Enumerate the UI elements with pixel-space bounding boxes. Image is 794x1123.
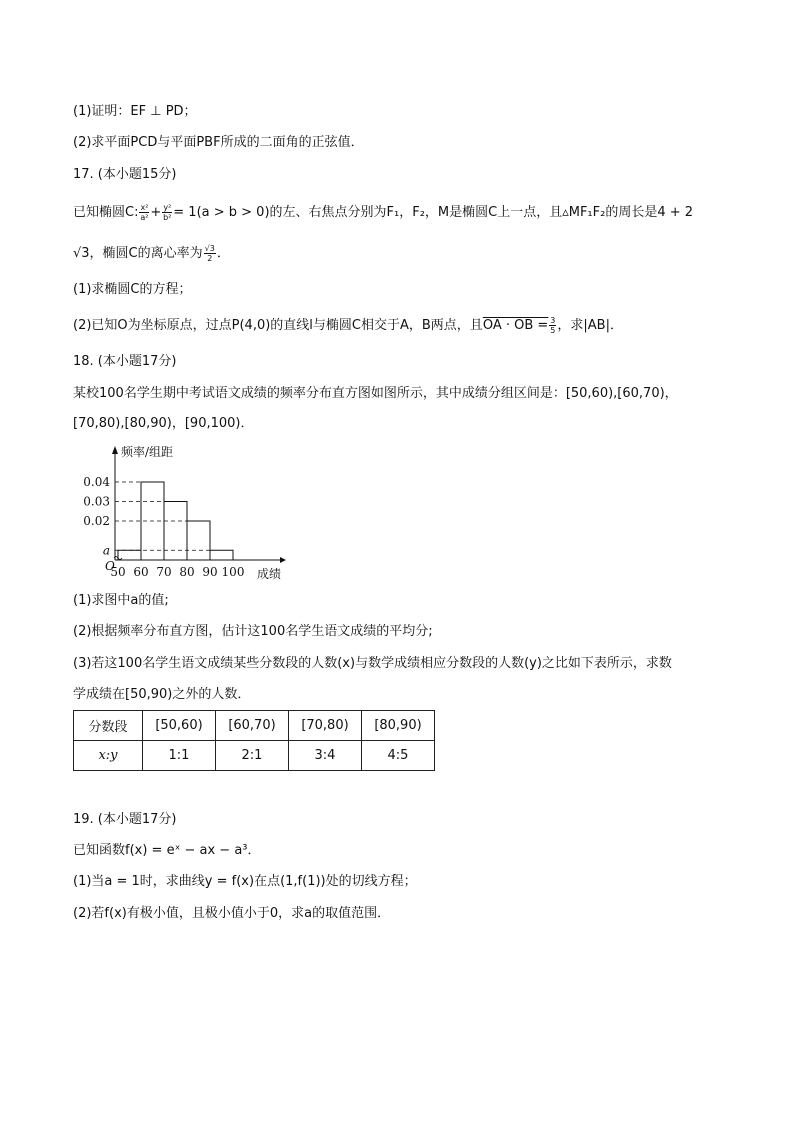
q19-part2: (2)若f(x)有极小值，且极小值小于0，求a的取值范围． <box>73 906 391 921</box>
x-axis-label: 成绩 <box>257 567 282 581</box>
table-header-cell: [80,90) <box>362 711 435 741</box>
q18-part2: (2)根据频率分布直方图，估计这100名学生语文成绩的平均分; <box>73 624 433 639</box>
table-header-cell: [70,80) <box>289 711 362 741</box>
q18-stem-line2: [70,80),[80,90)，[90,100)． <box>73 416 254 431</box>
q19-stem: 已知函数f(x) = eˣ − ax − a³． <box>73 843 261 858</box>
ratio-table-header-row <box>74 711 435 741</box>
table-header-cell: 分数段 <box>74 711 143 741</box>
q18-part3-line2: 学成绩在[50,90)之外的人数． <box>73 687 251 702</box>
table-cell: 4:5 <box>362 741 435 771</box>
y-tick-label: 0.04 <box>83 475 110 489</box>
q18-part1: (1)求图中a的值; <box>73 593 169 608</box>
q17-header: 17. (本小题15分) <box>73 167 177 182</box>
q16-part1: (1)证明：EF ⊥ PD； <box>73 104 197 119</box>
ratio-table-row <box>74 741 435 771</box>
histogram-bar <box>210 550 233 560</box>
x-tick-label: 70 <box>156 565 172 579</box>
ratio-table <box>73 710 435 771</box>
x-tick-label: 100 <box>221 565 245 579</box>
q17-stem-b: = 1(a > b > 0)的左、右焦点分别为F₁，F₂，M是椭圆C上一点，且▵MF₁F₂的周长是4 + 2 <box>173 205 694 220</box>
q17-stem-a: 已知椭圆C: <box>73 205 139 220</box>
q17-stem-line2: √3，椭圆C的离心率为 $\frac{√3}{2}$ ． <box>73 244 230 263</box>
frequency-histogram <box>80 440 300 585</box>
y-axis-label: 频率/组距 <box>121 445 174 459</box>
origin-label: O <box>105 559 115 573</box>
table-cell: 3:4 <box>289 741 362 771</box>
y-tick-label: 0.02 <box>83 514 110 528</box>
q17-part2: (2)已知O为坐标原点，过点P(4,0)的直线l与椭圆C相交于A，B两点，且OA · OB = $\frac{3}{5}$ ，求|AB|． <box>73 316 623 335</box>
y-tick-label: 0.03 <box>83 494 110 509</box>
q18-stem-line1: 某校100名学生期中考试语文成绩的频率分布直方图如图所示，其中成绩分组区间是：[50,60),[60,70)， <box>73 386 678 401</box>
x-axis-arrow-icon <box>280 557 286 563</box>
q17-stem-line1: 已知椭圆C: $\frac{\text{x²}}{\text{a²}}$ + $\frac{\text{y²}}{\text{b²}}$ = 1(a > b > 0)的左、右焦点分别为F₁，F₂，M是椭圆C上一点，且▵MF₁F₂的周长是4 + 2 <box>73 203 694 222</box>
x-tick-label: 80 <box>179 565 195 579</box>
y-axis-arrow-icon <box>112 446 118 454</box>
q17-part1: (1)求椭圆C的方程； <box>73 282 192 297</box>
x-tick-label: 50 <box>110 565 126 579</box>
fraction-x2-a2: $\frac{\text{x²}}{\text{a²}}$ <box>140 203 149 222</box>
x-tick-label: 60 <box>133 565 149 579</box>
y-tick-label: a <box>102 543 110 558</box>
fraction-3-5: $\frac{3}{5}$ <box>550 316 556 335</box>
fraction-y2-b2: $\frac{\text{y²}}{\text{b²}}$ <box>163 203 172 222</box>
q18-header: 18. (本小题17分) <box>73 354 177 369</box>
q19-header: 19. (本小题17分) <box>73 812 177 827</box>
table-cell: 2:1 <box>216 741 289 771</box>
fraction-eccentricity: $\frac{√3}{2}$ <box>204 244 215 263</box>
table-header-cell: [50,60) <box>143 711 216 741</box>
x-tick-label: 90 <box>202 565 218 579</box>
table-cell: x:y <box>74 741 143 771</box>
q18-part3-line1: (3)若这100名学生语文成绩某些分数段的人数(x)与数学成绩相应分数段的人数(y)之比如下表所示，求数 <box>73 656 672 671</box>
table-cell: 1:1 <box>143 741 216 771</box>
histogram-bar <box>164 502 187 561</box>
histogram-bar <box>187 521 210 560</box>
q19-part1: (1)当a = 1时，求曲线y = f(x)在点(1,f(1))处的切线方程； <box>73 874 417 889</box>
table-header-cell: [60,70) <box>216 711 289 741</box>
vector-dot-product: OA · OB = <box>482 318 549 333</box>
q16-part2: (2)求平面PCD与平面PBF所成的二面角的正弦值． <box>73 135 364 150</box>
